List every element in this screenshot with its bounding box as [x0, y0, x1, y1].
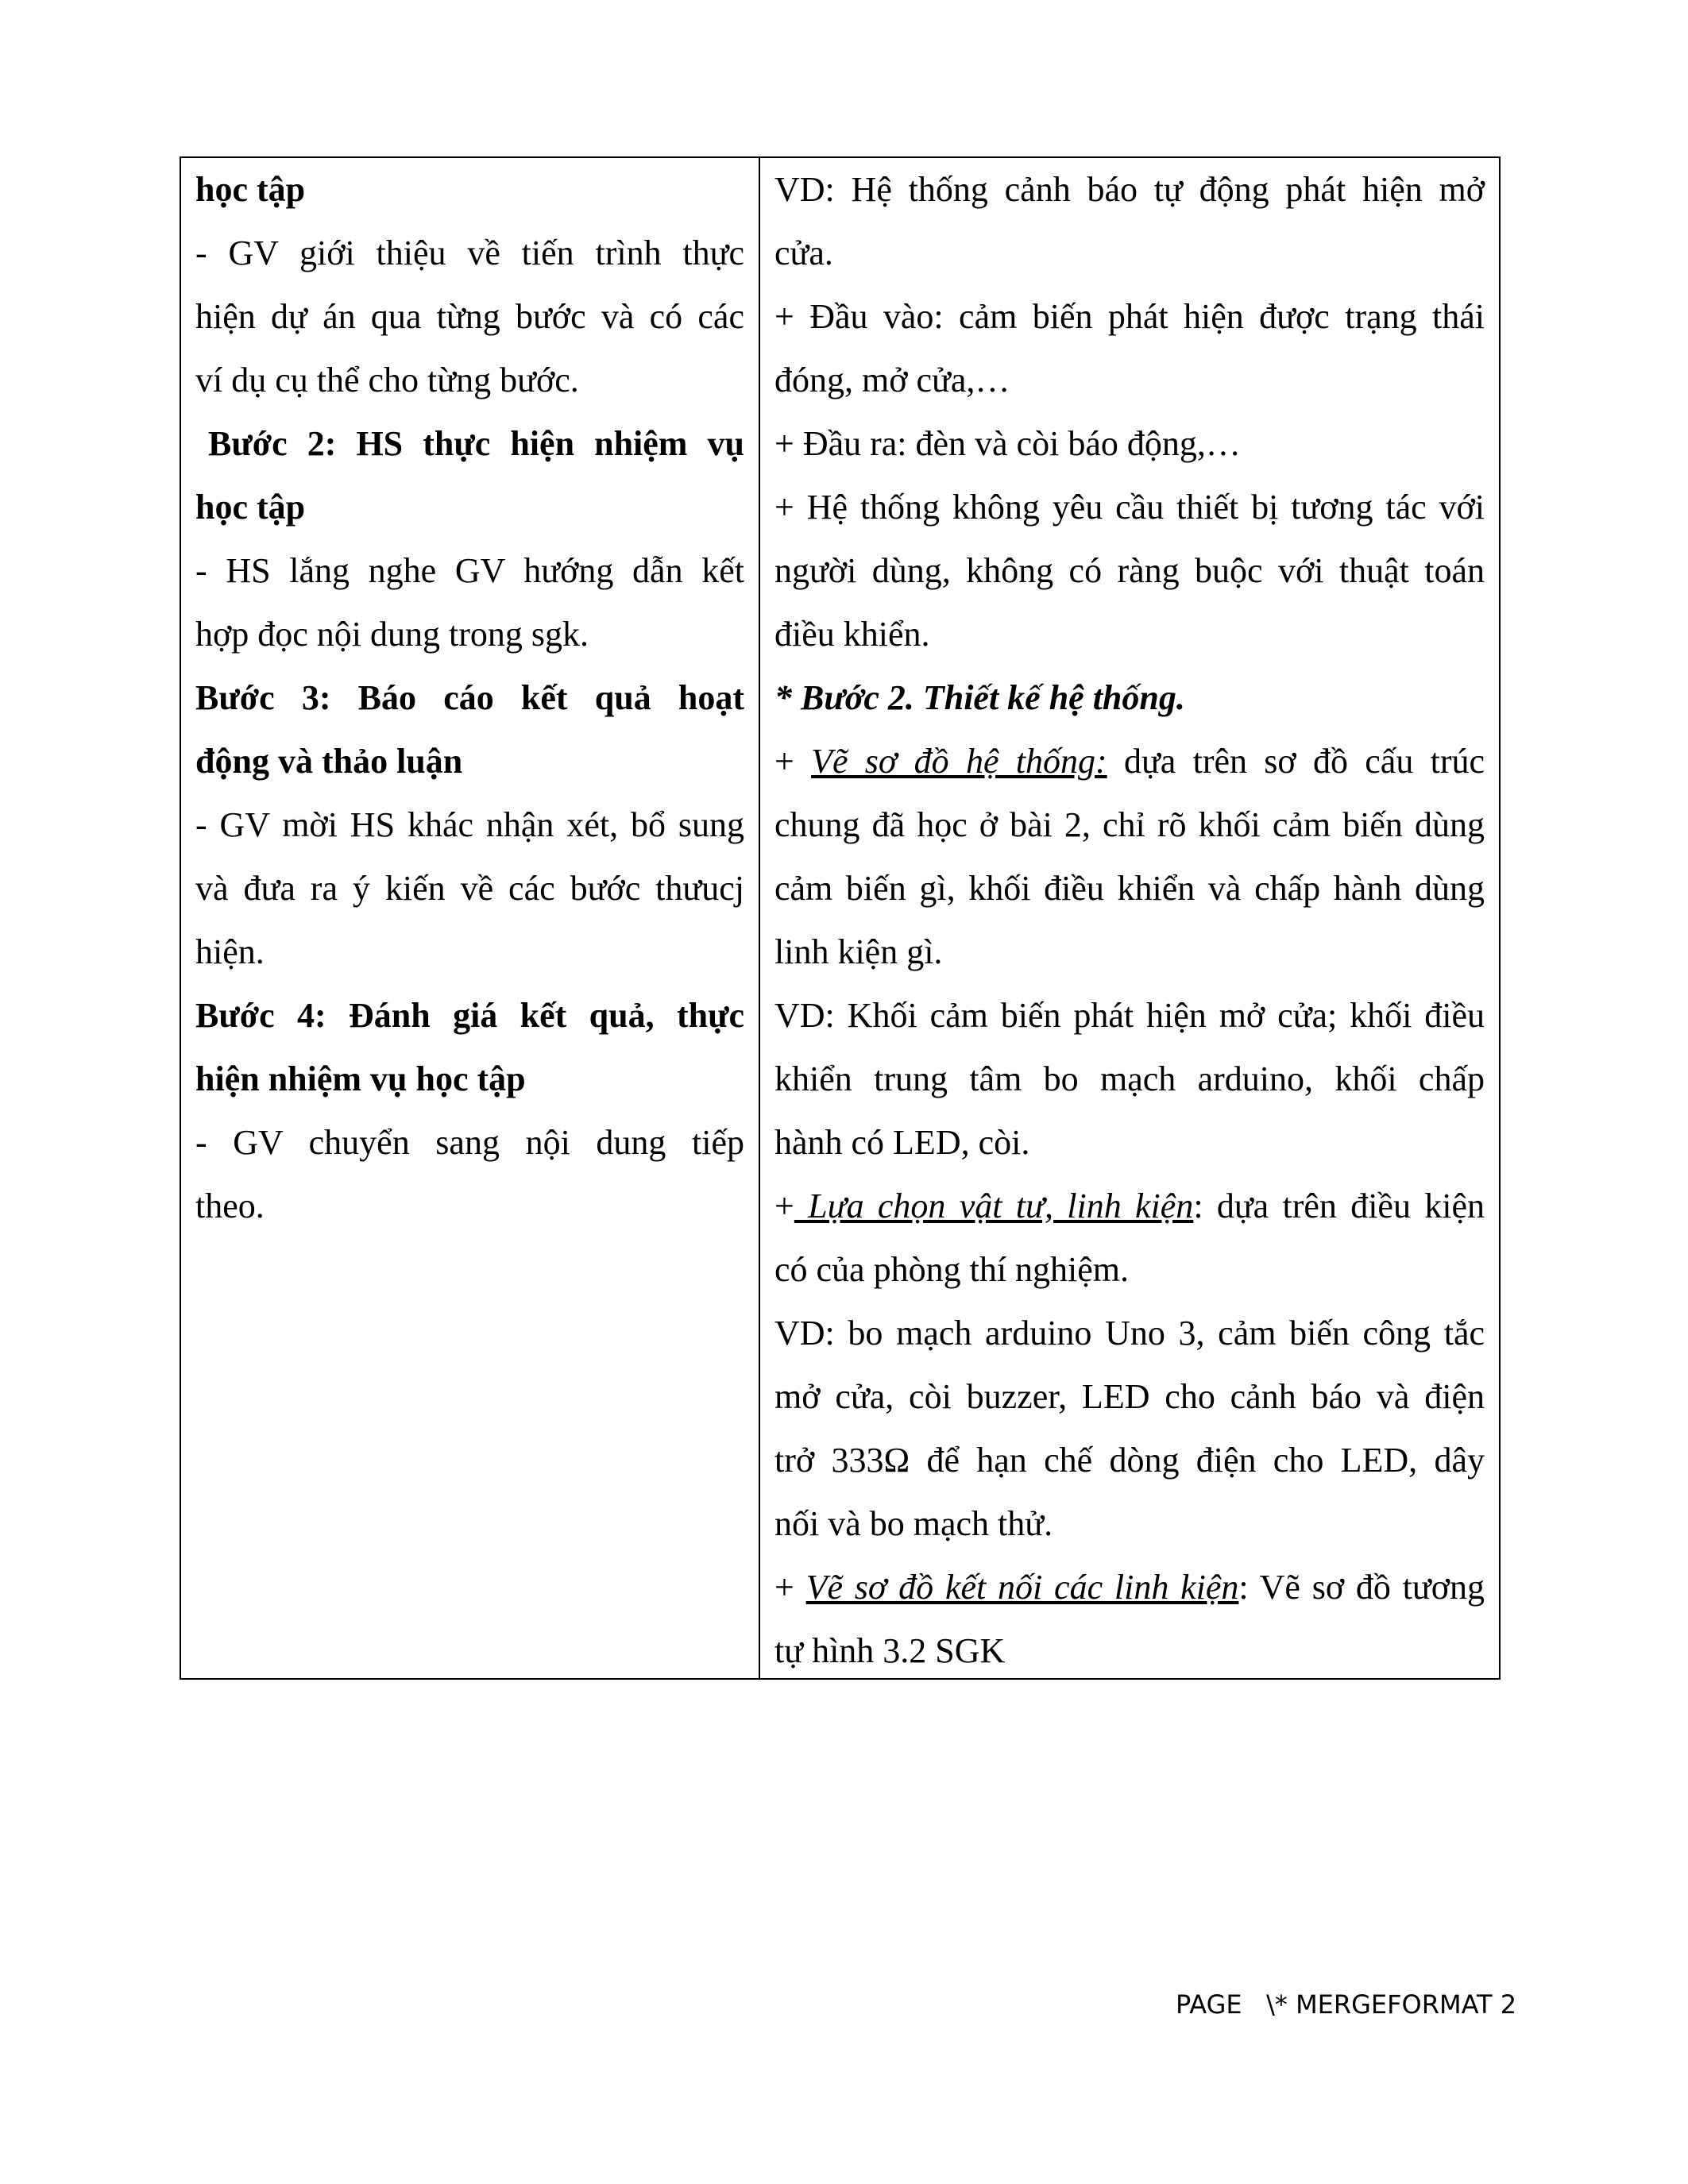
text-run: hiện. [195, 932, 265, 971]
text-line [774, 476, 1485, 539]
text-run: - GV giới thiệu về tiến trình thực [195, 233, 744, 272]
text-line [195, 857, 744, 920]
text-line [195, 984, 744, 1048]
text-line [774, 1302, 1485, 1365]
text-run: học tập [195, 488, 306, 527]
text-run: Bước 2: HS thực hiện nhiệm vụ [208, 424, 744, 463]
text-line [195, 920, 744, 984]
text-run: + [774, 1568, 806, 1607]
text-line [774, 349, 1485, 412]
text-line [774, 1556, 1485, 1619]
page-number-footer: PAGE \* MERGEFORMAT 2 [1176, 1989, 1517, 2020]
text-run: - GV mời HS khác nhận xét, bổ sung [195, 805, 744, 844]
text-line [774, 1175, 1485, 1238]
text-line [195, 1175, 744, 1238]
text-run: + [774, 1187, 794, 1225]
text-line [774, 1619, 1485, 1683]
text-run: : dựa trên điều kiện [1193, 1187, 1485, 1225]
text-line [774, 1492, 1485, 1556]
text-run: có của phòng thí nghiệm. [774, 1250, 1130, 1289]
text-line [195, 1111, 744, 1175]
text-run: hiện nhiệm vụ học tập [195, 1059, 526, 1098]
text-line [774, 603, 1485, 666]
text-run: Bước 4: Đánh giá kết quả, thực [195, 996, 744, 1035]
text-run: Bước 3: Báo cáo kết quả hoạt [195, 678, 744, 717]
underlined-heading: Vẽ sơ đồ kết nối các linh kiện [805, 1568, 1239, 1607]
text-line [774, 412, 1485, 476]
text-run: tự hình 3.2 SGK [774, 1631, 1006, 1670]
text-line [774, 158, 1485, 222]
text-line [774, 539, 1485, 603]
text-run: điều khiển. [774, 615, 930, 654]
text-line [195, 222, 744, 285]
text-line [195, 349, 744, 412]
right-column-content [760, 158, 1499, 1678]
text-line [774, 730, 1485, 793]
text-run: + [774, 742, 812, 781]
text-run: : Vẽ sơ đồ tương [1238, 1568, 1485, 1607]
text-run: - GV chuyển sang nội dung tiếp [195, 1123, 744, 1162]
text-line [195, 412, 744, 476]
text-run: động và thảo luận [195, 742, 463, 781]
text-run: cảm biến gì, khối điều khiển và chấp hành dùng [774, 869, 1485, 908]
text-line [195, 666, 744, 730]
text-run: cửa. [774, 233, 833, 272]
text-line [774, 793, 1485, 857]
text-line [195, 476, 744, 539]
text-line [774, 1238, 1485, 1302]
text-run: VD: bo mạch arduino Uno 3, cảm biến công tắc [774, 1314, 1485, 1352]
text-line [774, 222, 1485, 285]
underlined-heading: Lựa chọn vật tư, linh kiện [794, 1187, 1194, 1225]
text-run: chung đã học ở bài 2, chỉ rõ khối cảm biến dùng [774, 805, 1485, 844]
text-run: học tập [195, 170, 306, 209]
underlined-heading: Vẽ sơ đồ hệ thống: [811, 742, 1107, 781]
text-run: hợp đọc nội dung trong sgk. [195, 615, 589, 654]
text-run: - HS lắng nghe GV hướng dẫn kết [195, 551, 744, 590]
text-run: VD: Hệ thống cảnh báo tự động phát hiện mở [774, 170, 1485, 209]
text-line [195, 603, 744, 666]
text-line [774, 1111, 1485, 1175]
text-run: khiển trung tâm bo mạch arduino, khối chấp [774, 1059, 1485, 1098]
text-run: đóng, mở cửa,… [774, 361, 1010, 399]
text-line [774, 285, 1485, 349]
content-table [180, 156, 1501, 1680]
text-line [774, 857, 1485, 920]
text-run: + Đầu ra: đèn và còi báo động,… [774, 424, 1241, 463]
left-column-activities [181, 158, 760, 1678]
text-line [774, 1048, 1485, 1111]
text-run: trở 333Ω để hạn chế dòng điện cho LED, dây [774, 1441, 1485, 1480]
text-run: nối và bo mạch thử. [774, 1504, 1053, 1543]
text-line [195, 730, 744, 793]
text-run: + Hệ thống không yêu cầu thiết bị tương tác với [774, 488, 1485, 527]
text-run: theo. [195, 1187, 265, 1225]
text-line [774, 920, 1485, 984]
text-line [195, 539, 744, 603]
text-line [774, 666, 1485, 730]
text-run: VD: Khối cảm biến phát hiện mở cửa; khối điều [774, 996, 1485, 1035]
text-line [774, 1365, 1485, 1429]
text-line [774, 1429, 1485, 1492]
text-run: hiện dự án qua từng bước và có các [195, 297, 744, 336]
text-line [774, 984, 1485, 1048]
text-run: người dùng, không có ràng buộc với thuật toán [774, 551, 1485, 590]
text-run: linh kiện gì. [774, 932, 943, 971]
text-run: và đưa ra ý kiến về các bước thưucj [195, 869, 744, 908]
text-run: hành có LED, còi. [774, 1123, 1030, 1162]
text-run: * Bước 2. Thiết kế hệ thống. [774, 678, 1185, 717]
text-line [195, 158, 744, 222]
text-line [195, 1048, 744, 1111]
text-line [195, 793, 744, 857]
text-run: mở cửa, còi buzzer, LED cho cảnh báo và điện [774, 1377, 1485, 1416]
text-run: ví dụ cụ thể cho từng bước. [195, 361, 579, 399]
text-run: dựa trên sơ đồ cấu trúc [1107, 742, 1485, 781]
text-line [195, 285, 744, 349]
text-run: + Đầu vào: cảm biến phát hiện được trạng thái [774, 297, 1485, 336]
